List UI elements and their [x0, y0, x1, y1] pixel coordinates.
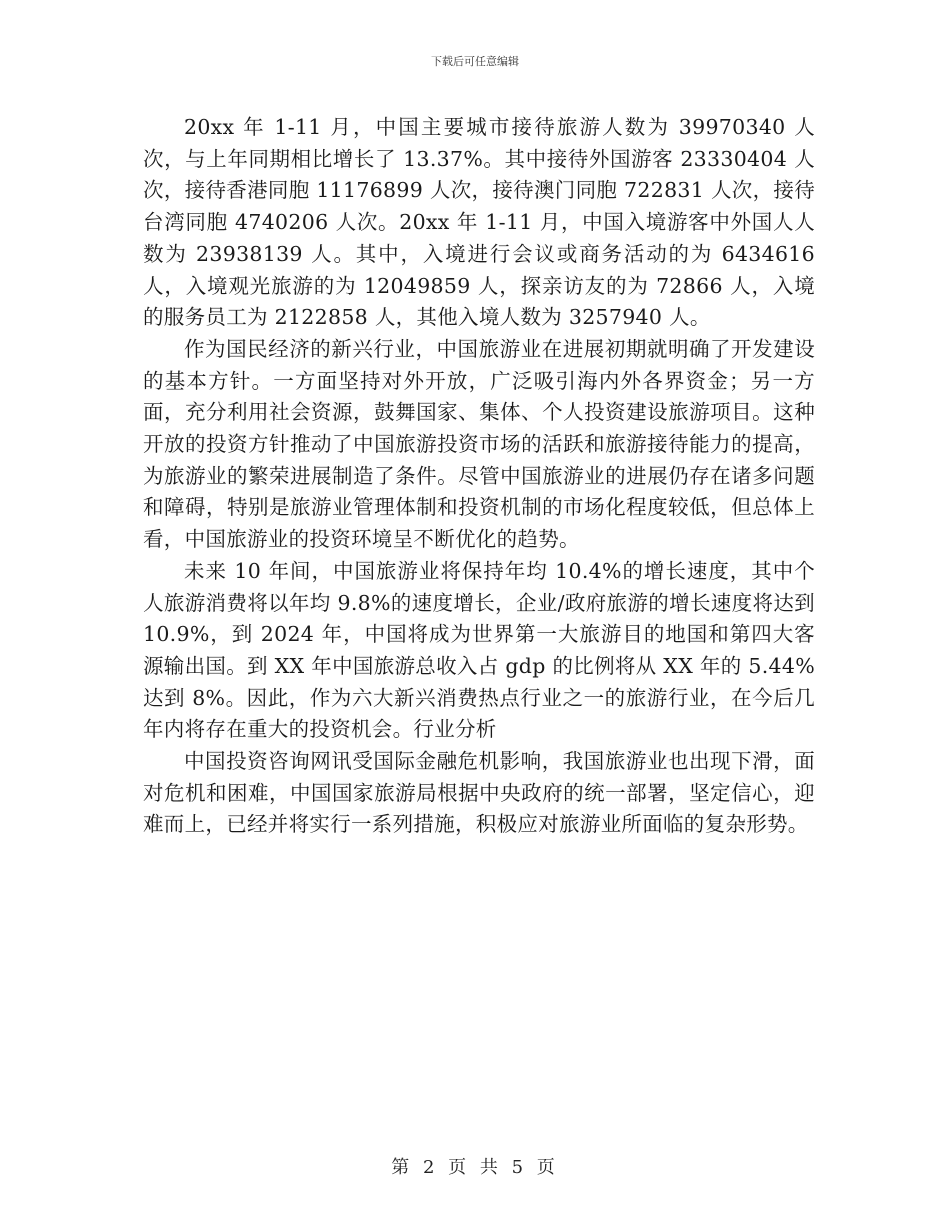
- paragraph-crisis-response: 中国投资咨询网讯受国际金融危机影响，我国旅游业也出现下滑，面对危机和困难，中国国家旅游局根据中央政府的统一部署，坚定信心，迎难而上，已经并将实行一系列措施，积极应对旅游业所面临的复杂形势。: [143, 749, 815, 837]
- document-body: [143, 112, 815, 841]
- page-header-note: 下载后可任意编辑: [431, 55, 519, 68]
- paragraph-visitor-stats: 20xx 年 1-11 月，中国主要城市接待旅游人数为 39970340 人次，与上年同期相比增长了 13.37%。其中接待外国游客 23330404 人次，接待香港同胞 11176899 人次，接待澳门同胞 722831 人次，接待台湾同胞 4740206 人次。20xx 年 1-11 月，中国入境游客中外国人人数为 23938139 人。其中，入境进行会议或商务活动的为 6434616 人，入境观光旅游的为 12049859 人，探亲访友的为 72866 人，入境的服务员工为 2122858 人，其他入境人数为 3257940 人。: [143, 115, 815, 330]
- paragraph-investment-policy: 作为国民经济的新兴行业，中国旅游业在进展初期就明确了开发建设的基本方针。一方面坚持对外开放，广泛吸引海内外各界资金；另一方面，充分利用社会资源，鼓舞国家、集体、个人投资建设旅游项目。这种开放的投资方针推动了中国旅游投资市场的活跃和旅游接待能力的提高，为旅游业的繁荣进展制造了条件。尽管中国旅游业的进展仍存在诸多问题和障碍，特别是旅游业管理体制和投资机制的市场化程度较低，但总体上看，中国旅游业的投资环境呈不断优化的趋势。: [143, 336, 815, 552]
- paragraph-growth-forecast: 未来 10 年间，中国旅游业将保持年均 10.4%的增长速度，其中个人旅游消费将以年均 9.8%的速度增长，企业/政府旅游的增长速度将达到 10.9%，到 2024 年，中国将成为世界第一大旅游目的地国和第四大客源输出国。到 XX 年中国旅游总收入占 gdp 的比例将从 XX 年的 5.44%达到 8%。因此，作为六大新兴消费热点行业之一的旅游行业，在今后几年内将存在重大的投资机会。行业分析: [143, 558, 815, 742]
- page-number: 第 2 页 共 5 页: [391, 1157, 559, 1178]
